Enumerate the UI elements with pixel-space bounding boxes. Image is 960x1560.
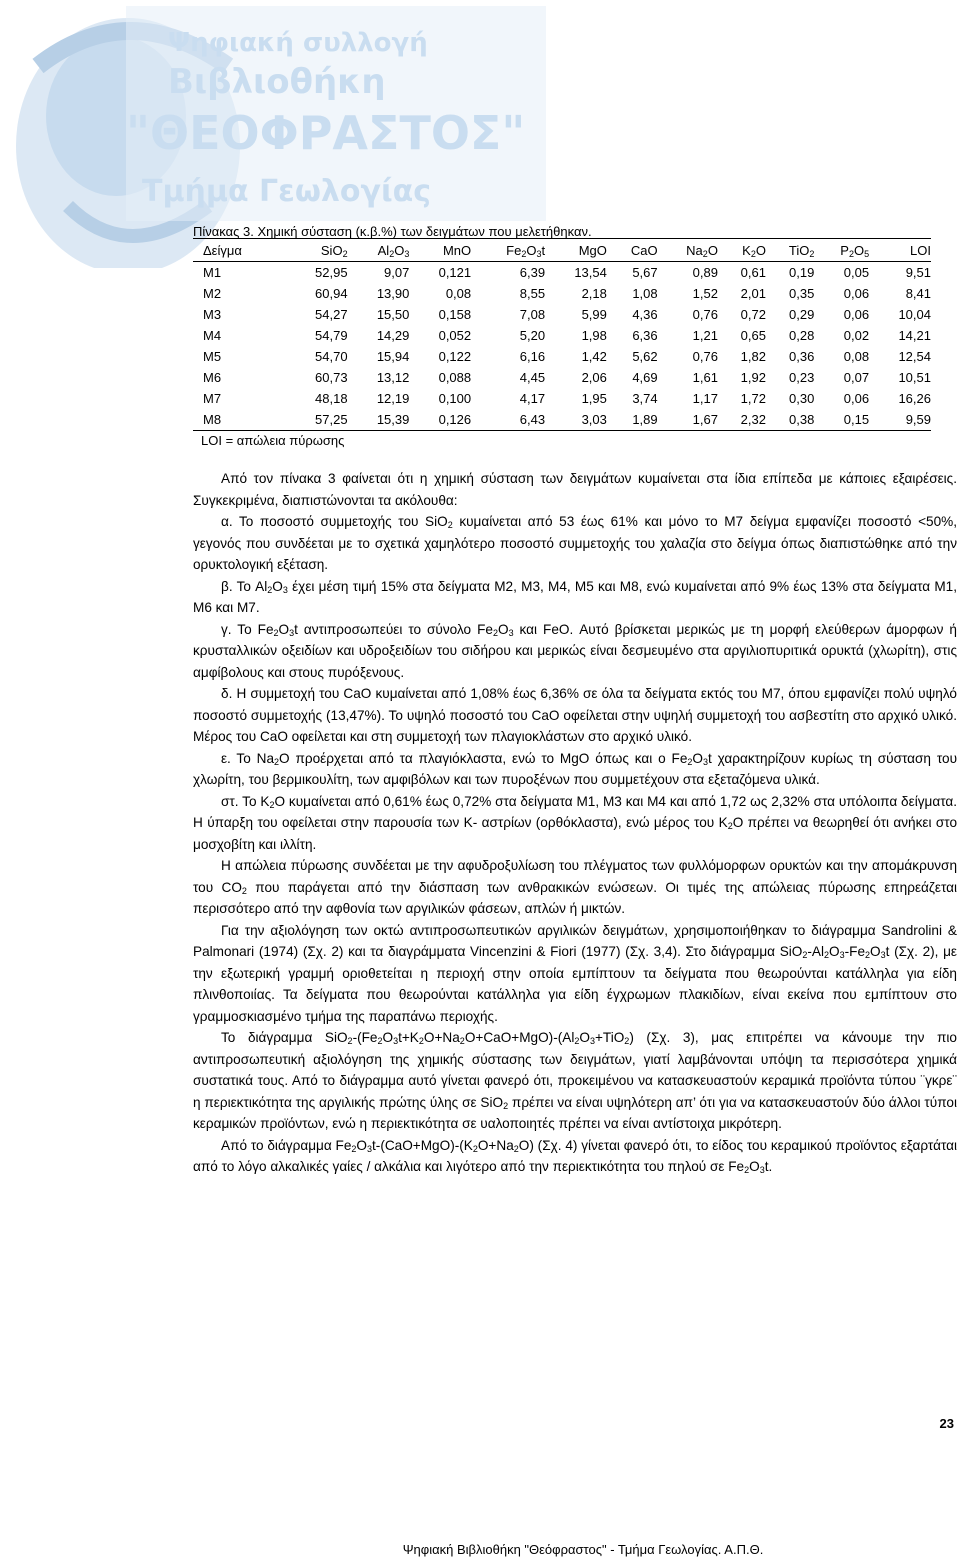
value-cell: 0,76 [692,349,718,364]
value-cell: 6,36 [632,328,658,343]
value-cell: 8,41 [905,286,931,301]
value-cell: 0,05 [843,265,870,280]
table-header-row [193,239,931,262]
value-cell: 1,08 [632,286,658,301]
value-cell: 6,43 [471,409,545,431]
value-cell: 1,21 [692,328,718,343]
value-cell: 9,59 [869,409,931,431]
value-cell: 0,052 [438,328,472,343]
table-row [193,409,931,431]
value-cell: 14,21 [898,328,931,343]
col-header: MgO [545,239,607,262]
value-cell: 0,15 [814,409,869,431]
value-cell: 54,70 [315,349,348,364]
paragraph: ε. Το $Na_2O$ προέρχεται από τα πλαγιόκλαστα, ενώ το MgO όπως και ο $Fe_2O_3t$ χαρακτηρίζουν κυρίως τη σύσταση του χλωρίτη, του βερμικουλίτη, των αμφιβόλων και των πυροξένων που συμμετέχουν στα εξεταζόμενα υλικά. [193,750,957,787]
paragraph: γ. Το $Fe_2O_3t$ αντιπροσωπεύει το σύνολο $Fe_2O_3$ και FeO. Αυτό βρίσκεται μερικώς με τη μορφή ελεύθερων άμορφων ή κρυσταλλικών οξειδίων και υδροξειδίων του σιδήρου και μερικώς είναι δεσμευμένο στα αργιλιοπυριτικά ορυκτά (χλωρίτη), στις αμφίβολους και στους πυρόξενους. [193,621,957,680]
watermark-line-2: Βιβλιοθήκη [168,62,386,102]
col-header: MnO [409,239,471,262]
value-cell: 0,61 [740,265,766,280]
value-cell: 13,90 [376,286,410,301]
value-cell: 1,72 [740,391,766,406]
table-row [193,346,931,367]
value-cell: 3,74 [632,391,658,406]
col-header: TiO$_2$ [766,239,814,262]
value-cell: 6,39 [519,265,546,280]
value-cell: 6,16 [519,349,546,364]
value-cell: 4,45 [519,370,546,385]
col-header: $Na_2O$ [658,239,718,262]
page-footer [0,1542,960,1557]
col-header: LOI [869,239,931,262]
value-cell: 0,36 [789,349,815,364]
value-cell: 0,08 [843,349,870,364]
value-cell: 1,61 [692,370,718,385]
value-cell: 0,38 [766,409,814,431]
table-row [193,367,931,388]
value-cell: 1,92 [740,370,766,385]
value-cell: 1,89 [607,409,658,431]
value-cell: 2,32 [718,409,766,431]
value-cell: 0,23 [789,370,815,385]
value-cell: 0,122 [438,349,472,364]
value-cell: 5,20 [519,328,546,343]
value-cell: 9,07 [384,265,410,280]
value-cell: 14,29 [376,328,410,343]
value-cell: 1,98 [581,328,607,343]
value-cell: 4,69 [632,370,658,385]
paragraph: Η απώλεια πύρωσης συνδέεται με την αφυδροξυλίωση του πλέγματος των φυλλόμορφων ορυκτών και την απομάκρυνση του $CO_2$ που παράγεται από την διάσπαση των ανθρακικών ενώσεων. Οι τιμές της απώλειας πύρωσης επηρεάζεται περισσότερο από την αφθονία των αργιλικών φάσεων, απλών ή μικτών. [193,858,958,916]
value-cell: 0,121 [438,265,472,280]
paragraph: Από τον πίνακα 3 φαίνεται ότι η χημική σύσταση των δειγμάτων κυμαίνεται στα ίδια επίπεδα με κάποιες εξαιρέσεις. Συγκεκριμένα, διαπιστώνονται τα ακόλουθα: [193,471,957,508]
value-cell: 15,50 [376,307,410,322]
value-cell: 0,088 [438,370,472,385]
value-cell: 57,25 [286,409,348,431]
value-cell: 0,72 [740,307,766,322]
value-cell: 2,06 [581,370,607,385]
value-cell: 4,36 [632,307,658,322]
value-cell: 0,28 [789,328,815,343]
table-note: LOI = απώλεια πύρωσης [201,433,345,448]
paragraph: α. Το ποσοστό συμμετοχής του SiO$_2$ κυμαίνεται από 53 έως 61% και μόνο το Μ7 δείγμα εμφανίζει ποσοστό <50%, γεγονός που συνδέεται με το σχετικά χαμηλότερο ποσοστό συμμετοχής του χαλαζία στο δείγμα όπως διαπιστώθηκε από την ορυκτολογική εξέταση. [193,514,957,572]
value-cell: 0,06 [843,307,870,322]
col-header: $Fe_2O_3t$ [471,239,545,262]
watermark-line-4: Τμήμα Γεωλογίας [142,174,432,209]
col-header: Δείγμα [193,239,286,262]
value-cell: 5,67 [632,265,658,280]
table-body [193,262,931,431]
chemical-composition-table [193,238,931,431]
value-cell: 0,06 [843,391,870,406]
paragraph: δ. Η συμμετοχή του CaO κυμαίνεται από 1,08% έως 6,36% σε όλα τα δείγματα εκτός του Μ7, όπου εμφανίζει πολύ υψηλό ποσοστό συμμετοχής (13,47%). Το υψηλό ποσοστό του CaO οφείλεται στην υψηλή συμμετοχή του ασβεστίτη στο αρχικό υλικό. Μέρος του CaO οφείλεται και στη συμμετοχή των πλαγιοκλάστων στο αρχικό υλικό. [193,686,957,744]
value-cell: 0,65 [740,328,766,343]
watermark-line-1: Ψηφιακή συλλογή [168,28,428,58]
paragraph: Από το διάγραμμα $Fe_2O_3t-(CaO+MgO)-(K_2O+Na_2O)$ (Σχ. 4) γίνεται φανερό ότι, το είδος του κεραμικού προϊόντος εξαρτάται από το λόγο αλκαλικές γαίες / αλκάλια και λιγότερο από την περιεκτικότητα του πηλού σε $Fe_2O_3t$. [193,1137,958,1175]
value-cell: 12,19 [376,391,410,406]
value-cell: 0,35 [789,286,815,301]
value-cell: 54,27 [315,307,348,322]
value-cell: 1,67 [658,409,718,431]
value-cell: 13,54 [574,265,607,280]
table-row [193,388,931,409]
table-row [193,283,931,304]
table-row [193,262,931,284]
value-cell: 0,06 [843,286,870,301]
value-cell: 5,99 [581,307,607,322]
value-cell: 0,76 [692,307,718,322]
value-cell: 1,17 [692,391,718,406]
paragraph: Για την αξιολόγηση των οκτώ αντιπροσωπευτικών αργιλικών δειγμάτων, χρησιμοποιήθηκαν το διάγραμμα Sandrolini & Palmonari (1974) (Σχ. 2) και τα διαγράμματα Vincenzini & Fiori (1977) (Σχ. 3,4). Στο διάγραμμα $SiO_2-Al_2O_3-Fe_2O_3t$ (Σχ. 2), με την εξωτερική γραμμή οριοθετείται η περιοχή στην οποία εμπίπτουν τα δείγματα που θεωρούνται κατάλληλα για είδη πλινθοποιίας. Τα δείγματα που θεωρούνται κατάλληλα για είδη έγχρωμων πλακιδίων, είναι εκείνα που εμπίπτουν στο γραμμοσκιασμένο τμήμα της παραπάνω περιοχής. [193,922,957,1024]
value-cell: 15,94 [376,349,410,364]
page-number: 23 [939,1416,954,1431]
value-cell: 15,39 [348,409,410,431]
watermark-line-3: "ΘΕΟΦΡΑΣΤΟΣ" [126,106,526,160]
value-cell: 10,04 [898,307,931,322]
value-cell: 12,54 [898,349,931,364]
table-caption: Πίνακας 3. Χημική σύσταση (κ.β.%) των δειγμάτων που μελετήθηκαν. [193,224,592,239]
value-cell: 2,01 [740,286,766,301]
value-cell: 1,52 [692,286,718,301]
value-cell: 2,18 [581,286,607,301]
sample-id-cell: M5 [203,349,222,364]
value-cell: 1,82 [740,349,766,364]
value-cell: 0,07 [843,370,870,385]
table-row [193,325,931,346]
value-cell: 0,30 [789,391,815,406]
sample-id-cell: M7 [203,391,222,406]
value-cell: 13,12 [376,370,410,385]
value-cell: 1,95 [581,391,607,406]
paragraph: Το διάγραμμα $SiO_2-(Fe_2O_3t+K_2O+Na_2O+CaO+MgO)-(Al_2O_3+TiO_2)$ (Σχ. 3), μας επιτρέπει να κάνουμε την πιο αντιπροσωπευτική αξιολόγηση της χημικής σύστασης των δειγμάτων, γιατί λαμβάνονται υπόψη τα περισσότερα χημικά συστατικά τους. Από το διάγραμμα αυτό γίνεται φανερό ότι, προκειμένου να κατασκευαστούν κεραμικά προϊόντα τύπου ¨γκρε¨ η περιεκτικότητα της αργιλικής πρώτης ύλης σε SiO$_2$ πρέπει να είναι υψηλότερη απ’ ότι για να κατασκευαστούν δύο άλλοι τύποι κεραμικών προϊόντων, ενώ η περιεκτικότητα σε υαλοποιητές πρέπει να είναι αντίστοιχα μικρότερη. [193,1030,958,1131]
value-cell: 0,02 [843,328,870,343]
body-text [193,468,957,1178]
value-cell: 8,55 [519,286,546,301]
sample-id-cell: M4 [203,328,222,343]
value-cell: 54,79 [315,328,348,343]
value-cell: 5,62 [632,349,658,364]
sample-id-cell: M1 [203,265,222,280]
col-header: SiO$_2$ [286,239,348,262]
value-cell: 0,100 [438,391,472,406]
value-cell: 4,17 [519,391,546,406]
sample-id-cell: M3 [203,307,222,322]
paragraph: β. Το $Al_2O_3$ έχει μέση τιμή 15% στα δείγματα Μ2, Μ3, Μ4, Μ5 και Μ8, ενώ κυμαίνεται από 9% έως 13% στα δείγματα Μ1, Μ6 και Μ7. [193,578,957,615]
value-cell: 9,51 [905,265,931,280]
value-cell: 16,26 [898,391,931,406]
value-cell: 1,42 [581,349,607,364]
value-cell: 48,18 [315,391,348,406]
value-cell: 10,51 [898,370,931,385]
sample-id-cell: M6 [203,370,222,385]
value-cell: 0,08 [445,286,472,301]
value-cell: 60,73 [315,370,348,385]
value-cell: 0,29 [789,307,815,322]
value-cell: 0,126 [409,409,471,431]
value-cell: 0,89 [692,265,718,280]
paragraph: στ. Το $K_2O$ κυμαίνεται από 0,61% έως 0,72% στα δείγματα Μ1, Μ3 και Μ4 και από 1,72 ως 2,32% στα υπόλοιπα δείγματα. Η ύπαρξη του οφείλεται στην παρουσία των K- αστρίων (ορθόκλαστα), ενώ μέρος του $K_2O$ πρέπει να θεωρηθεί ότι ανήκει στο μοσχοβίτη και ιλλίτη. [193,793,958,852]
sample-id-cell: M2 [203,286,222,301]
col-header: $Al_2O_3$ [348,239,410,262]
col-header: $K_2O$ [718,239,766,262]
value-cell: 60,94 [315,286,348,301]
value-cell: 3,03 [545,409,607,431]
col-header: CaO [607,239,658,262]
value-cell: 52,95 [315,265,348,280]
sample-id-cell: M8 [193,409,286,431]
footer-text: Ψηφιακή Βιβλιοθήκη "Θεόφραστος" - Τμήμα Γεωλογίας. Α.Π.Θ. [402,1542,764,1557]
table-row [193,304,931,325]
value-cell: 7,08 [519,307,546,322]
col-header: $P_2O_5$ [814,239,869,262]
value-cell: 0,19 [789,265,815,280]
value-cell: 0,158 [438,307,472,322]
